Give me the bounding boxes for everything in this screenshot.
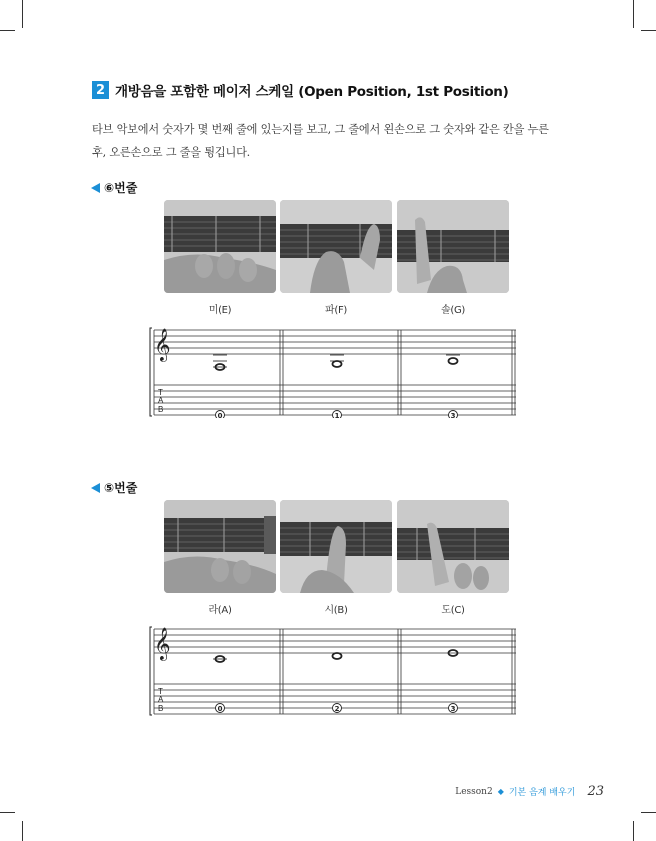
crop-mark	[641, 812, 656, 813]
crop-mark	[641, 30, 656, 31]
tab-fret-marker	[216, 411, 225, 419]
notation-staff	[148, 326, 520, 418]
tab-fret-number: 1	[334, 412, 340, 418]
tab-letter-t: T	[158, 687, 163, 696]
tab-fret-marker	[449, 704, 458, 714]
note-caption: 미(E)	[208, 305, 232, 316]
string5-heading	[91, 479, 137, 496]
tab-fret-number: 0	[217, 705, 223, 713]
tab-fret-number: 2	[334, 705, 340, 713]
crop-mark	[633, 821, 634, 841]
note-caption: 도(C)	[441, 605, 465, 616]
treble-clef-icon	[154, 328, 171, 362]
page-number: 23	[587, 784, 604, 799]
diamond-icon: ◆	[497, 787, 504, 796]
tab-letter-a: A	[158, 396, 164, 405]
crop-mark	[633, 0, 634, 28]
description-line: 타브 악보에서 숫자가 몇 번째 줄에 있는지를 보고, 그 줄에서 왼손으로 그 숫자와 같은 칸을 누른	[92, 123, 549, 136]
tab-fret-marker	[333, 411, 342, 419]
triangle-marker-icon	[91, 483, 100, 493]
photo-fret-hand	[280, 500, 392, 593]
svg-text:𝄞: 𝄞	[154, 627, 171, 660]
tab-letter-a: A	[158, 695, 164, 704]
tab-letter-b: B	[158, 405, 164, 414]
note-caption: 솔(G)	[440, 305, 465, 316]
photo-fret-hand	[164, 200, 276, 293]
note-head	[213, 656, 227, 662]
description-line: 후, 오른손으로 그 줄을 튕깁니다.	[92, 146, 251, 159]
tab-letter-b: B	[158, 704, 164, 713]
photo-fret-hand	[280, 200, 392, 293]
crop-mark	[22, 821, 23, 841]
treble-clef-icon	[154, 627, 171, 661]
tab-fret-marker	[449, 411, 458, 419]
photo-fret-hand	[164, 500, 276, 593]
crop-mark	[22, 0, 23, 28]
section-heading	[92, 79, 509, 101]
crop-mark	[0, 30, 15, 31]
tab-letter-t: T	[158, 388, 163, 397]
note-caption: 파(F)	[324, 305, 347, 316]
footer-lesson: Lesson2	[455, 786, 493, 797]
description-text	[92, 118, 582, 164]
triangle-marker-icon	[91, 183, 100, 193]
section-title: 개방음을 포함한 메이저 스케일 (Open Position, 1st Position)	[115, 84, 509, 100]
tab-fret-marker	[216, 704, 225, 714]
note-head	[330, 355, 344, 367]
tab-fret-number: 3	[450, 705, 456, 713]
note-head	[333, 653, 342, 659]
svg-text:𝄞: 𝄞	[154, 328, 171, 361]
tab-fret-number: 3	[450, 412, 456, 418]
string5-heading-label: ⑤번줄	[104, 481, 138, 495]
footer-chapter: 기본 음계 배우기	[508, 788, 576, 798]
string6-heading-label: ⑥번줄	[104, 181, 138, 195]
notation-staff	[148, 625, 520, 717]
photo-fret-hand	[397, 200, 509, 293]
note-caption: 라(A)	[208, 605, 232, 616]
photo-fret-hand	[397, 500, 509, 593]
note-head	[213, 355, 227, 370]
string6-heading	[91, 179, 137, 196]
section-number-badge: 2	[92, 81, 109, 99]
page-footer	[455, 784, 604, 799]
note-head	[446, 355, 460, 364]
note-caption: 시(B)	[324, 605, 348, 616]
tab-fret-number: 0	[217, 412, 223, 418]
crop-mark	[0, 812, 15, 813]
tab-fret-marker	[333, 704, 342, 714]
